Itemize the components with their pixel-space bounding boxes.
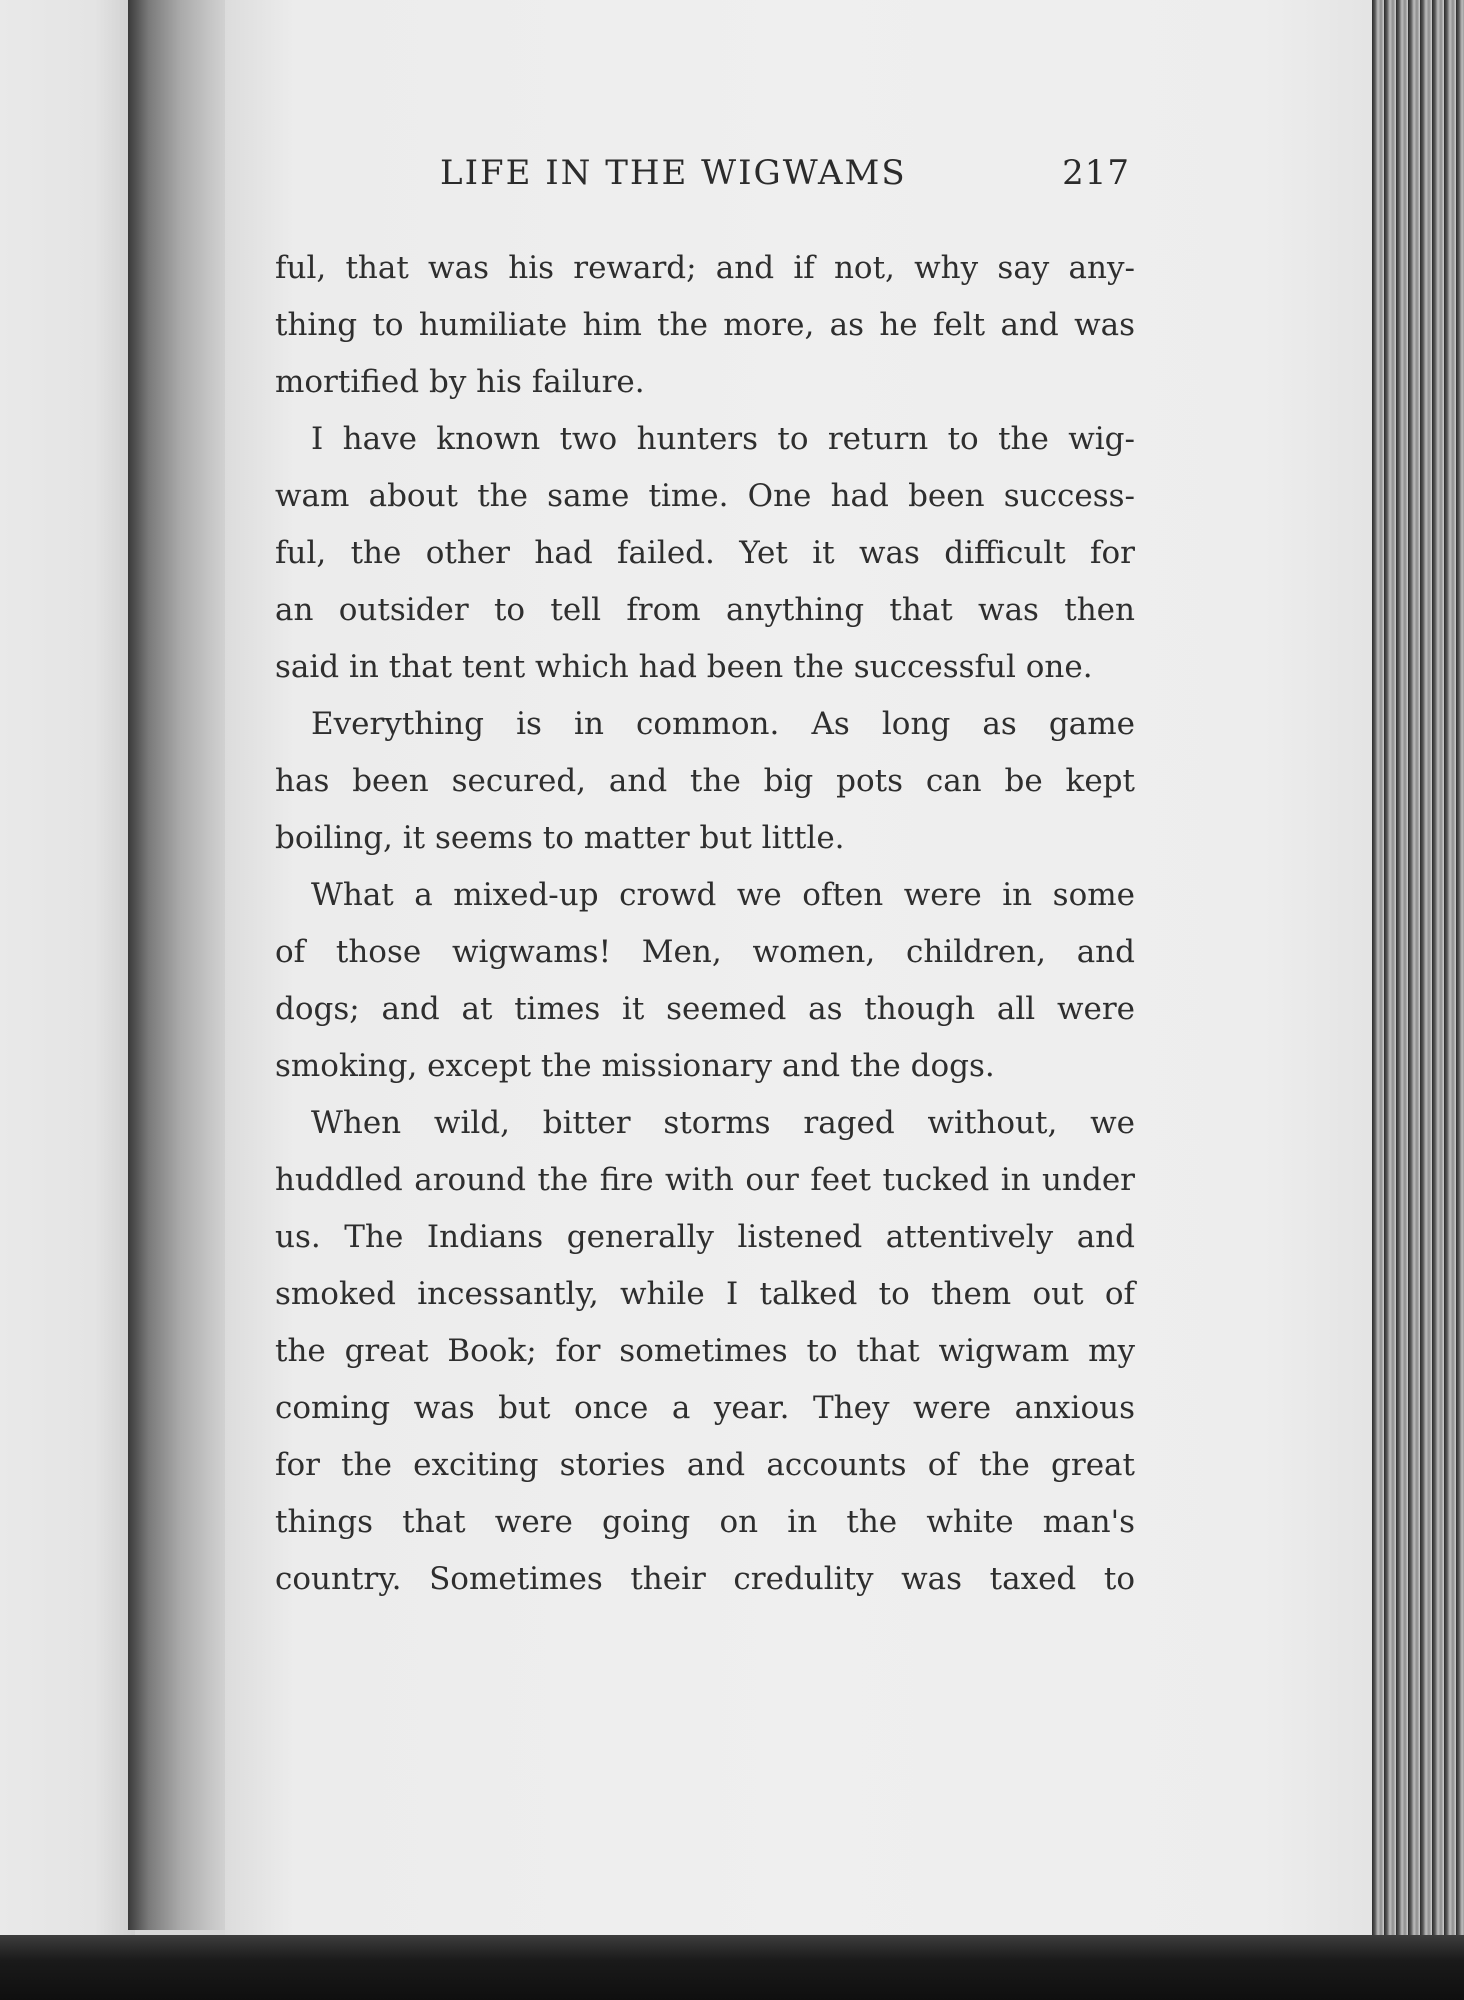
text-line: boiling, it seems to matter but little.: [275, 820, 845, 856]
text-line: huddled around the fire with our feet tucked in under: [275, 1162, 1135, 1198]
bottom-shadow: [0, 1935, 1464, 2000]
text-line: smoking, except the missionary and the dogs.: [275, 1048, 995, 1084]
running-head-title: LIFE IN THE WIGWAMS: [440, 153, 907, 193]
text-line: country. Sometimes their credulity was taxed to: [275, 1561, 1135, 1597]
page-edges: [1372, 0, 1464, 1960]
text-line: of those wigwams! Men, women, children, and: [275, 934, 1135, 970]
text-line: coming was but once a year. They were anxious: [275, 1390, 1135, 1426]
text-line: things that were going on in the white man's: [275, 1504, 1135, 1540]
text-line: the great Book; for sometimes to that wigwam my: [275, 1333, 1135, 1369]
paragraph-5: [275, 1095, 1135, 1608]
paragraph-4: [275, 867, 1135, 1095]
text-line: ful, the other had failed. Yet it was difficult for: [275, 535, 1135, 571]
text-line: dogs; and at times it seemed as though all were: [275, 991, 1135, 1027]
text-line: for the exciting stories and accounts of the great: [275, 1447, 1135, 1483]
text-line: us. The Indians generally listened attentively and: [275, 1219, 1135, 1255]
text-line: has been secured, and the big pots can be kept: [275, 763, 1135, 799]
text-line: When wild, bitter storms raged without, we: [311, 1105, 1135, 1141]
text-line: an outsider to tell from anything that was then: [275, 592, 1135, 628]
text-line: mortified by his failure.: [275, 364, 645, 400]
page-number: 217: [1062, 153, 1130, 193]
text-line: smoked incessantly, while I talked to them out of: [275, 1276, 1135, 1312]
paragraph-2: [275, 411, 1135, 696]
text-line: ful, that was his reward; and if not, why say any-: [275, 250, 1135, 286]
text-line: thing to humiliate him the more, as he felt and was: [275, 307, 1135, 343]
paragraph-3: [275, 696, 1135, 867]
body-text: [275, 240, 1135, 1608]
text-line: said in that tent which had been the successful one.: [275, 649, 1093, 685]
running-head: [280, 145, 1130, 205]
text-line: Everything is in common. As long as game: [311, 706, 1135, 742]
left-page-edge: [0, 0, 135, 1960]
text-line: I have known two hunters to return to the wig-: [311, 421, 1135, 457]
text-line: wam about the same time. One had been success-: [275, 478, 1135, 514]
text-line: What a mixed-up crowd we often were in some: [311, 877, 1135, 913]
paragraph-1: [275, 240, 1135, 411]
